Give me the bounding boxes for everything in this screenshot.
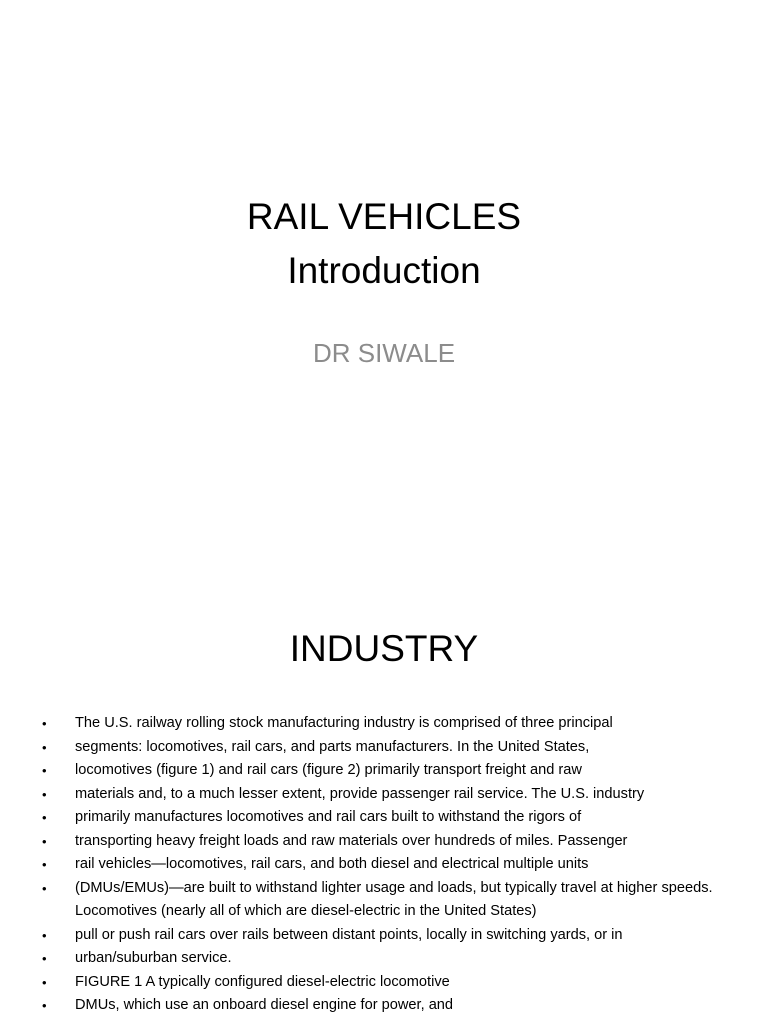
bullet-item bbox=[40, 736, 720, 760]
bullet-item bbox=[40, 783, 720, 807]
bullet-icon: • bbox=[42, 951, 47, 966]
bullet-icon: • bbox=[42, 739, 47, 755]
bullet-item bbox=[40, 806, 720, 830]
bullet-icon: • bbox=[42, 998, 47, 1013]
bullet-icon: • bbox=[42, 810, 47, 825]
bullet-text: materials and, to a much lesser extent, provide passenger rail service. The U.S. industry bbox=[75, 785, 645, 802]
bullet-item bbox=[40, 759, 720, 783]
bullet-text: DMUs, which use an onboard diesel engine for power, and bbox=[75, 997, 454, 1013]
bullet-item bbox=[40, 853, 720, 877]
bullet-icon: • bbox=[42, 927, 47, 943]
bullet-icon: • bbox=[42, 833, 47, 849]
bullet-icon: • bbox=[42, 857, 47, 872]
bullet-text: FIGURE 1 A typically configured diesel-electric locomotive bbox=[75, 973, 450, 990]
bullet-item bbox=[40, 830, 720, 854]
bullet-text: transporting heavy freight loads and raw materials over hundreds of miles. Passenger bbox=[75, 832, 628, 849]
bullet-text: pull or push rail cars over rails between distant points, locally in switching yards, or in bbox=[75, 926, 623, 943]
bullet-icon: • bbox=[42, 763, 47, 778]
bullet-icon: • bbox=[42, 974, 47, 990]
slide-subtitle: DR SIWALE bbox=[312, 338, 456, 368]
industry-slide bbox=[0, 576, 768, 1024]
bullet-text: urban/suburban service. bbox=[75, 950, 232, 966]
bullet-text: (DMUs/EMUs)—are built to withstand lighter usage and loads, but typically travel at higher speeds. Locomotives (nearly all of which are diesel-electric in the United States) bbox=[75, 879, 713, 919]
bullet-item bbox=[40, 994, 720, 1018]
bullet-icon: • bbox=[42, 786, 47, 802]
bullet-icon: • bbox=[42, 716, 47, 731]
bullet-item bbox=[40, 712, 720, 736]
slide-title bbox=[0, 190, 768, 298]
bullet-item bbox=[40, 924, 720, 948]
bullet-list bbox=[40, 712, 720, 1018]
bullet-item bbox=[40, 947, 720, 971]
bullet-text: rail vehicles—locomotives, rail cars, and both diesel and electrical multiple units bbox=[75, 856, 589, 872]
bullet-item bbox=[40, 877, 720, 924]
bullet-text: locomotives (figure 1) and rail cars (figure 2) primarily transport freight and raw bbox=[75, 762, 582, 778]
title-line-2: Introduction bbox=[287, 250, 481, 291]
bullet-item bbox=[40, 971, 720, 995]
bullet-text: The U.S. railway rolling stock manufacturing industry is comprised of three principal bbox=[75, 715, 613, 731]
title-line-1: RAIL VEHICLES bbox=[246, 196, 522, 237]
bullet-icon: • bbox=[42, 880, 47, 896]
bullet-text: segments: locomotives, rail cars, and parts manufacturers. In the United States, bbox=[75, 738, 590, 755]
slide-heading: INDUSTRY bbox=[289, 628, 479, 669]
bullet-text: primarily manufactures locomotives and rail cars built to withstand the rigors of bbox=[75, 809, 582, 825]
